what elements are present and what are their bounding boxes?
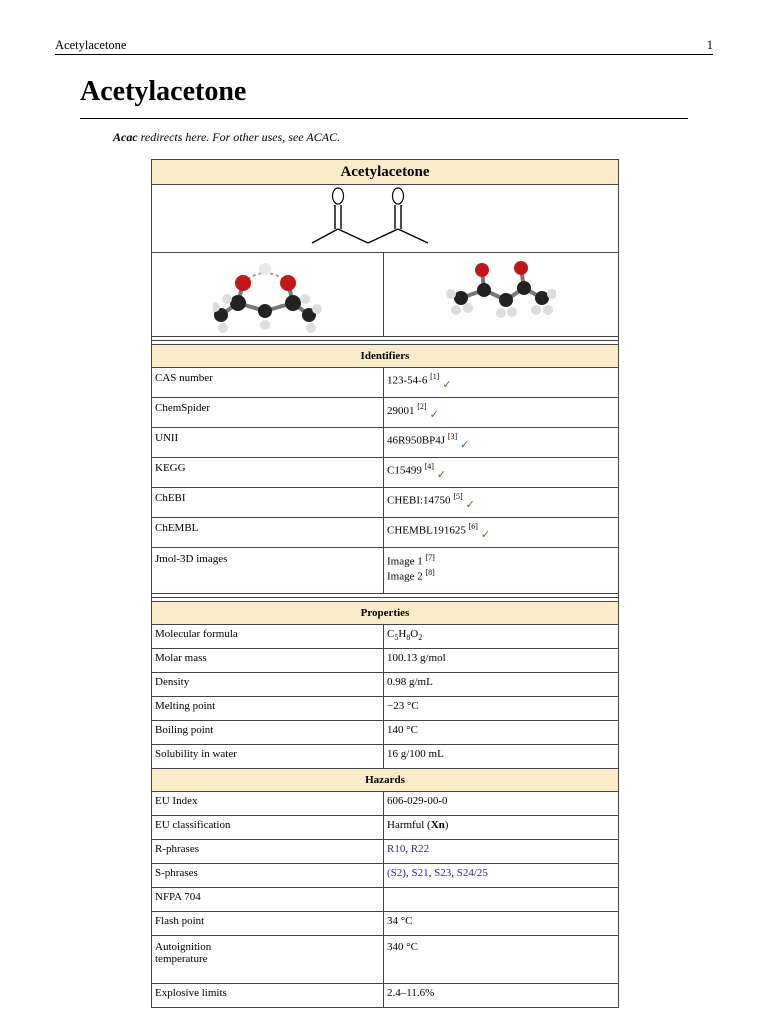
molar-mass-label: Molar mass — [152, 649, 384, 673]
eu-index-label: EU Index — [152, 792, 384, 816]
verified-check-icon: ✓ — [465, 498, 475, 511]
cas-number-value — [384, 368, 619, 398]
chemspider-row — [152, 398, 619, 428]
chembl-row — [152, 518, 619, 548]
chemspider-value — [384, 398, 619, 428]
melting-point-label: Melting point — [152, 697, 384, 721]
chembl-label: ChEMBL — [152, 518, 384, 548]
r-phrases-label: R-phrases — [152, 840, 384, 864]
eu-class-suffix: ) — [444, 819, 449, 831]
molecular-formula-label: Molecular formula — [152, 625, 384, 649]
unii-row — [152, 428, 619, 458]
cas-number-label: CAS number — [152, 368, 384, 398]
unii-ref[interactable]: [3] — [447, 432, 458, 441]
formula-h-count: 8 — [406, 633, 411, 643]
s-phrases-value: (S2), S21, S23, S24/25 — [384, 864, 619, 888]
page-number: 1 — [706, 38, 713, 52]
jmol-image-2-ref[interactable]: [8] — [425, 567, 435, 577]
kegg-row — [152, 458, 619, 488]
jmol-label: Jmol-3D images — [152, 548, 384, 594]
identifiers-heading: Identifiers — [152, 345, 619, 368]
density-value: 0.98 g/mL — [384, 673, 619, 697]
boiling-point-value: 140 °C — [384, 721, 619, 745]
eu-index-row — [152, 792, 619, 816]
verified-check-icon: ✓ — [429, 408, 439, 421]
skeletal-formula-image — [152, 185, 619, 253]
s21-link[interactable]: S21 — [411, 867, 429, 879]
nfpa-704-row — [152, 888, 619, 912]
enol-model-drawing — [213, 253, 323, 333]
chembl-link[interactable]: CHEMBL191625 — [387, 524, 466, 537]
keto-model-drawing — [446, 258, 556, 328]
unii-value — [384, 428, 619, 458]
autoignition-value: 340 °C — [384, 936, 619, 984]
autoignition-label-line2: temperature — [155, 953, 208, 965]
skeletal-structure-drawing — [310, 185, 460, 249]
explosive-limits-value: 2.4–11.6% — [384, 984, 619, 1008]
jmol-image-2-link[interactable]: Image 2 — [387, 570, 423, 583]
melting-point-value: −23 °C — [384, 697, 619, 721]
melting-point-row — [152, 697, 619, 721]
chembox-infobox — [151, 159, 619, 1008]
unii-link[interactable]: 46R950BP4J — [387, 434, 446, 447]
eu-class-symbol: Xn — [430, 819, 445, 831]
running-header — [55, 37, 713, 55]
solubility-label: Solubility in water — [152, 745, 384, 769]
flash-point-row — [152, 912, 619, 936]
solubility-row — [152, 745, 619, 769]
explosive-limits-label: Explosive limits — [152, 984, 384, 1008]
formula-o: O — [410, 628, 419, 640]
eu-classification-value — [384, 816, 619, 840]
chebi-value — [384, 488, 619, 518]
oxygen-atom-2 — [393, 188, 404, 204]
cas-number-link[interactable]: 123-54-6 — [387, 374, 428, 387]
hatnote-bold: Acac — [113, 130, 138, 144]
running-header-title: Acetylacetone — [55, 38, 127, 52]
r22-link[interactable]: R22 — [410, 843, 430, 855]
kegg-link[interactable]: C15499 — [387, 464, 422, 477]
s-phrases-row — [152, 864, 619, 888]
chebi-link[interactable]: CHEBI:14750 — [387, 494, 451, 507]
cas-number-ref[interactable]: [1] — [430, 372, 440, 381]
s24-25-link[interactable]: S24/25 — [456, 867, 488, 879]
verified-check-icon: ✓ — [460, 438, 470, 451]
density-label: Density — [152, 673, 384, 697]
formula-c-count: 5 — [394, 633, 399, 643]
jmol-image-1-link[interactable]: Image 1 — [387, 555, 423, 568]
chembl-value — [384, 518, 619, 548]
hatnote-text[interactable]: redirects here. For other uses, see ACAC. — [137, 130, 341, 144]
page-title: Acetylacetone — [80, 76, 247, 107]
density-row — [152, 673, 619, 697]
oxygen-atom-1 — [333, 188, 344, 204]
molecular-formula-row — [152, 625, 619, 649]
unii-label: UNII — [152, 428, 384, 458]
hazards-heading: Hazards — [152, 769, 619, 792]
flash-point-value: 34 °C — [384, 912, 619, 936]
nfpa-704-label: NFPA 704 — [152, 888, 384, 912]
autoignition-label — [152, 936, 384, 984]
solubility-value: 16 g/100 mL — [384, 745, 619, 769]
properties-heading: Properties — [152, 602, 619, 625]
kegg-ref[interactable]: [4] — [424, 462, 434, 471]
kegg-label: KEGG — [152, 458, 384, 488]
r-phrases-value: R10, R22 — [384, 840, 619, 864]
jmol-row — [152, 548, 619, 594]
kegg-value — [384, 458, 619, 488]
eu-index-value: 606-029-00-0 — [384, 792, 619, 816]
verified-check-icon: ✓ — [436, 468, 447, 481]
s23-link[interactable]: S23 — [434, 867, 452, 879]
enol-ball-and-stick-image — [152, 253, 384, 337]
chemspider-ref[interactable]: [2] — [417, 402, 427, 411]
title-divider — [80, 118, 688, 119]
molecular-formula-value — [384, 625, 619, 649]
chebi-ref[interactable]: [5] — [453, 492, 463, 501]
formula-c: C — [387, 628, 395, 640]
chebi-label: ChEBI — [152, 488, 384, 518]
chebi-row — [152, 488, 619, 518]
molar-mass-row — [152, 649, 619, 673]
molar-mass-value: 100.13 g/mol — [384, 649, 619, 673]
hatnote — [113, 130, 340, 145]
flash-point-label: Flash point — [152, 912, 384, 936]
eu-classification-label: EU classification — [152, 816, 384, 840]
boiling-point-label: Boiling point — [152, 721, 384, 745]
s2-link[interactable]: (S2) — [387, 867, 406, 879]
formula-o-count: 2 — [418, 633, 423, 643]
explosive-limits-row — [152, 984, 619, 1008]
boiling-point-row — [152, 721, 619, 745]
nfpa-704-value — [384, 888, 619, 912]
r10-link[interactable]: R10 — [387, 843, 406, 855]
formula-h: H — [398, 628, 407, 640]
r-phrases-row — [152, 840, 619, 864]
s-phrases-label: S-phrases — [152, 864, 384, 888]
chembl-ref[interactable]: [6] — [468, 522, 478, 531]
keto-ball-and-stick-image — [384, 253, 619, 337]
chemspider-link[interactable]: 29001 — [387, 404, 415, 417]
jmol-image-1-ref[interactable]: [7] — [425, 553, 435, 562]
verified-check-icon: ✓ — [480, 528, 491, 541]
infobox-title: Acetylacetone — [152, 160, 619, 185]
eu-class-prefix: Harmful ( — [387, 819, 431, 831]
verified-check-icon: ✓ — [442, 378, 452, 391]
chemspider-label: ChemSpider — [152, 398, 384, 428]
autoignition-label-line1: Autoignition — [155, 941, 212, 953]
cas-number-row — [152, 368, 619, 398]
eu-classification-row — [152, 816, 619, 840]
autoignition-row — [152, 936, 619, 984]
jmol-value — [384, 548, 619, 594]
